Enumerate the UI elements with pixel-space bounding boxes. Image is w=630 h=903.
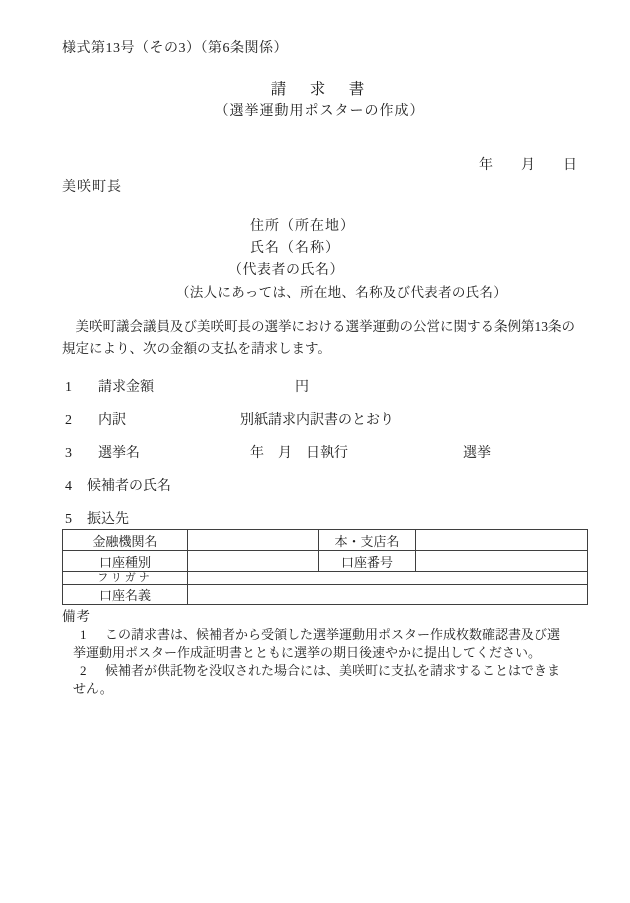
applicant-name-label: 氏名（名称） <box>250 241 340 256</box>
remarks-item-number: 2 <box>80 663 87 678</box>
item-number: 4 <box>65 479 72 494</box>
remarks-heading: 備考 <box>62 609 91 624</box>
item-election-date-executed: 年 月 日執行 <box>250 446 348 461</box>
account-number-label: 口座番号 <box>319 551 416 572</box>
applicant-corporation-note: （法人にあっては、所在地、名称及び代表者の氏名） <box>176 285 508 300</box>
date-line: 年 月 日 <box>479 158 577 173</box>
yen-suffix: 円 <box>295 380 309 395</box>
items-list <box>62 378 577 529</box>
item-number: 2 <box>65 413 72 428</box>
item-number: 1 <box>65 380 72 395</box>
account-type-field <box>188 551 319 572</box>
item-bank-transfer <box>62 510 577 529</box>
remarks-item-text: この請求書は、候補者から受領した選挙運動用ポスター作成枚数確認書及び選挙運動用ポスター作成証明書とともに選挙の期日後速やかに提出してください。 <box>73 627 561 660</box>
applicant-representative-label: （代表者の氏名） <box>228 263 344 278</box>
election-suffix: 選挙 <box>463 446 491 461</box>
item-breakdown-label: 内訳 <box>98 413 126 428</box>
item-number: 3 <box>65 446 72 461</box>
item-breakdown <box>62 411 577 430</box>
item-claim-amount-label: 請求金額 <box>98 380 154 395</box>
bank-transfer-table <box>62 529 588 605</box>
remarks-item <box>73 662 563 698</box>
remarks-section <box>62 608 577 698</box>
item-election-name-label: 選挙名 <box>98 446 140 461</box>
remarks-item-text: 候補者が供託物を没収された場合には、美咲町に支払を請求することはできません。 <box>73 663 561 696</box>
item-claim-amount <box>62 378 577 397</box>
document-title: 請 求 書 <box>270 81 369 98</box>
remarks-item-number: 1 <box>80 627 87 642</box>
form-number: 様式第13号（その3）（第6条関係） <box>62 41 288 56</box>
furigana-label: フリガナ <box>63 572 188 585</box>
table-row <box>63 585 588 605</box>
item-number: 5 <box>65 512 72 527</box>
item-bank-transfer-label: 振込先 <box>87 512 129 527</box>
furigana-field <box>188 572 588 585</box>
financial-institution-label: 金融機関名 <box>63 530 188 551</box>
item-candidate-name <box>62 477 577 496</box>
addressee: 美咲町長 <box>62 180 122 195</box>
branch-name-label: 本・支店名 <box>319 530 416 551</box>
table-row <box>63 530 588 551</box>
account-number-field <box>416 551 588 572</box>
item-candidate-name-label: 候補者の氏名 <box>87 479 171 494</box>
item-election-name <box>62 444 577 463</box>
account-type-label: 口座種別 <box>63 551 188 572</box>
remarks-item <box>73 626 563 662</box>
table-row <box>63 551 588 572</box>
item-breakdown-value: 別紙請求内訳書のとおり <box>240 413 394 428</box>
branch-name-field <box>416 530 588 551</box>
account-holder-field <box>188 585 588 605</box>
account-holder-label: 口座名義 <box>63 585 188 605</box>
document-subtitle: （選挙運動用ポスターの作成） <box>214 104 425 119</box>
body-paragraph: 美咲町議会議員及び美咲町長の選挙における選挙運動の公営に関する条例第13条の規定により、次の金額の支払を請求します。 <box>62 319 575 356</box>
table-row <box>63 572 588 585</box>
applicant-block <box>62 216 577 304</box>
applicant-address-label: 住所（所在地） <box>250 219 355 234</box>
financial-institution-field <box>188 530 319 551</box>
